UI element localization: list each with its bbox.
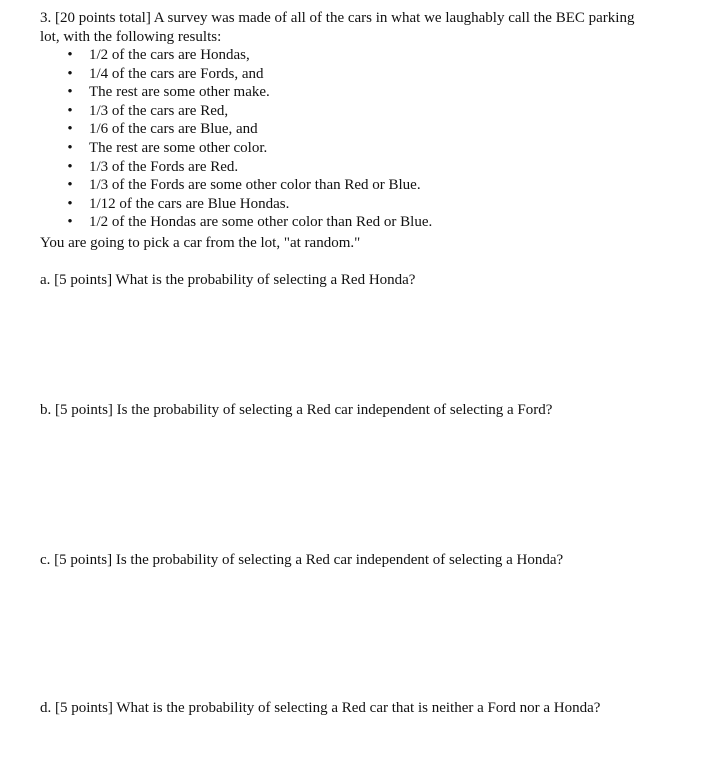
list-item — [0, 102, 432, 121]
bullet-icon: • — [67, 102, 73, 119]
part-c-question: c. [5 points] Is the probability of selecting a Red car independent of selecting a Honda? — [40, 552, 564, 568]
part-d-question: d. [5 points] What is the probability of selecting a Red car that is neither a Ford nor a Honda? — [40, 700, 601, 716]
bullet-icon: • — [67, 195, 73, 212]
bullet-icon: • — [67, 177, 73, 194]
part-a-question: a. [5 points] What is the probability of selecting a Red Honda? — [40, 272, 416, 288]
list-item — [0, 139, 432, 158]
list-item-text: 1/2 of the Hondas are some other color than Red or Blue. — [89, 214, 433, 231]
bullet-icon: • — [67, 121, 73, 138]
list-item — [0, 65, 432, 84]
survey-results-list — [0, 46, 432, 232]
list-item-text: 1/3 of the Fords are Red. — [89, 158, 239, 175]
list-item-text: 1/3 of the Fords are some other color than Red or Blue. — [89, 177, 421, 194]
list-item-text: 1/12 of the cars are Blue Hondas. — [89, 195, 290, 212]
bullet-icon: • — [67, 158, 73, 175]
bullet-icon: • — [67, 65, 73, 82]
part-b-question: b. [5 points] Is the probability of selecting a Red car independent of selecting a Ford? — [40, 402, 553, 418]
bullet-icon: • — [67, 84, 73, 101]
bullet-icon: • — [67, 47, 73, 63]
list-item — [0, 120, 432, 139]
list-item — [0, 176, 432, 195]
list-item — [0, 158, 432, 177]
list-item — [0, 83, 432, 102]
list-item — [0, 195, 432, 214]
list-item-text: 1/6 of the cars are Blue, and — [89, 121, 258, 138]
list-item — [0, 213, 432, 232]
list-item-text: 1/2 of the cars are Hondas, — [89, 47, 250, 63]
question-intro: 3. [20 points total] A survey was made of all of the cars in what we laughably call the BEC parking lot, with the following results: — [40, 10, 635, 45]
bullet-icon: • — [67, 139, 73, 156]
bullet-icon: • — [67, 214, 73, 231]
list-item-text: The rest are some other color. — [89, 139, 268, 156]
list-item-text: 1/4 of the cars are Fords, and — [89, 65, 264, 82]
list-item-text: The rest are some other make. — [89, 84, 270, 101]
question-closing: You are going to pick a car from the lot, "at random." — [40, 235, 361, 251]
list-item — [0, 46, 432, 65]
list-item-text: 1/3 of the cars are Red, — [89, 102, 229, 119]
